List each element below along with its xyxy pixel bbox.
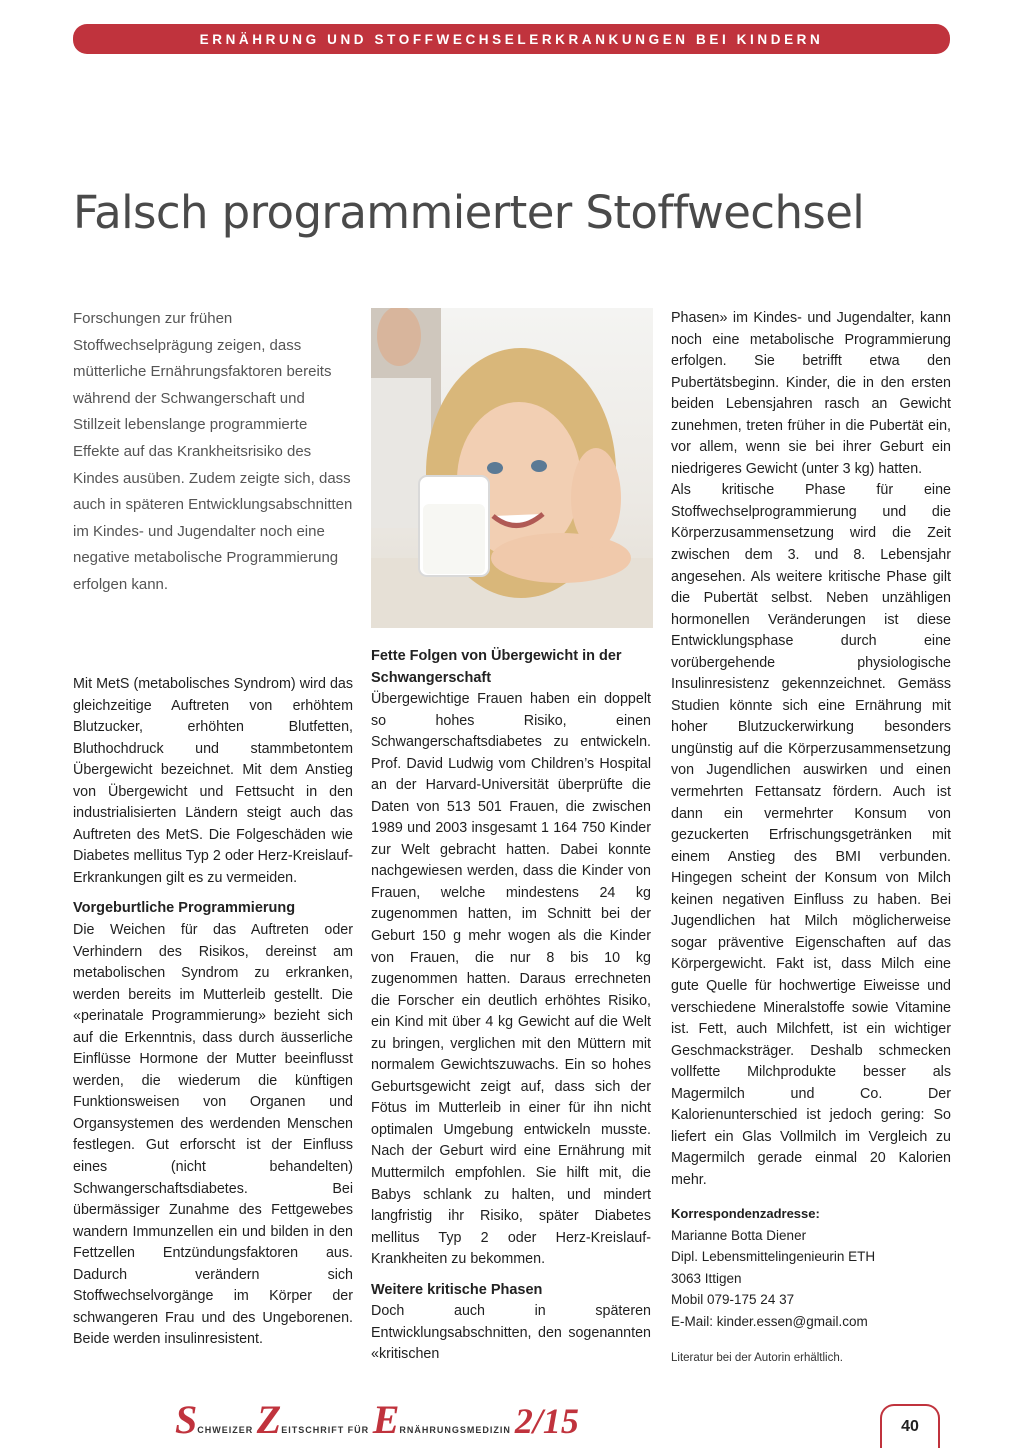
- column-3: [671, 308, 951, 1370]
- article-lead: Forschungen zur frühen Stoffwechselprägung zeigen, dass mütterliche Ernährungsfaktoren bereits während der Schwangerschaft und Stillzeit lebenslange programmierte Effekte auf das Krankheitsrisiko des Kindes ausüben. Zudem zeigte sich, dass auch in späteren Entwicklungsabschnitten im Kindes- und Jugendalter noch eine negative metabolische Programmierung erfolgen kann.: [73, 310, 353, 593]
- footer-word-2: EITSCHRIFT FÜR: [281, 1425, 373, 1435]
- paragraph: Mit MetS (metabolisches Syndrom) wird das gleichzeitige Auftreten von erhöhtem Blutzucker, erhöhten Blutfetten, Bluthochdruck und stammbetontem Übergewicht bezeichnet. Mit dem Anstieg von Übergewicht und Fettsucht in den industrialisierten Ländern steigt auch das Auftreten des MetS. Die Folgeschäden wie Diabetes mellitus Typ 2 oder Herz-Kreislauf-Erkrankungen gilt es zu vermeiden.: [73, 676, 353, 886]
- correspondence-block: [671, 1203, 951, 1332]
- paragraph: Übergewichtige Frauen haben ein doppelt so hohes Risiko, einen Schwangerschaftsdiabetes zu entwickeln. Prof. David Ludwig vom Children’s Hospital an der Harvard-Universität überprüfte die Daten von 513 501 Frauen, die zwischen 1989 und 2003 insgesamt 1 164 750 Kinder zur Welt gebracht hatten. Dabei konnte nachgewiesen werden, dass die Kinder von Frauen, welche mindestens 24 kg zugenommen hatten, im Schnitt bei der Geburt 150 g mehr wogen als die Kinder von Frauen, die nur 8 bis 10 kg zugenommen hatten. Daraus errechneten die Forscher ein deutlich erhöhtes Risiko, ein Kind mit über 4 kg Gewicht auf die Welt zu bringen, verglichen mit den Müttern mit normalem Gewichtszuwachs. Ein so hohes Geburtsgewicht zeigt auf, dass sich der Fötus im Mutterleib in einer für ihn nicht optimalen Umgebung entwickeln musste. Nach der Geburt wird eine Ernährung mit Muttermilch empfohlen. Sie hilft mit, die Babys schlank zu halten, und mindert langfristig ihr Risiko, später Diabetes mellitus Typ 2 oder Herz-Kreislauf-Krankheiten zu bekommen.: [371, 691, 651, 1268]
- footer-initial-s: S: [175, 1397, 198, 1442]
- footer-initial-e: E: [372, 1397, 400, 1442]
- girl-with-milk-illustration: [371, 308, 653, 628]
- correspondence-label: Korrespondenzadresse:: [671, 1206, 820, 1222]
- paragraph: Doch auch in späteren Entwicklungsabschnitten, den sogenannten «kritischen: [371, 1303, 651, 1363]
- journal-footer: [175, 1396, 579, 1440]
- article-title: Falsch programmierter Stoffwechsel: [73, 186, 865, 239]
- article-photo: [371, 308, 653, 628]
- footer-word-3: RNÄHRUNGSMEDIZIN: [399, 1425, 511, 1435]
- subheading: Fette Folgen von Übergewicht in der Schwangerschaft: [371, 648, 622, 686]
- column-2: [371, 646, 651, 1366]
- paragraph: Die Weichen für das Auftreten oder Verhindern des Risikos, dereinst am metabolischen Syndrom zu erkranken, werden bereits im Mutterleib gestellt. Die «perinatale Programmierung» bezieht sich auf die Erkenntnis, dass durch äusserliche Einflüsse Hormone der Mutter beeinflusst werden, die wiederum die künftigen Funktionsweisen von Organen und Organsystemen des werdenden Menschen festlegen. Gut erforscht ist der Einfluss eines (nicht behandelten) Schwangerschaftsdiabetes. Bei übermässiger Zunahme des Fettgewebes wandern Immunzellen ein und bilden in den Fettzellen Entzündungsfaktoren aus. Dadurch verändern sich Stoffwechselvorgänge im Körper der schwangeren Frau und des Ungeborenen. Beide werden insulinresistent.: [73, 921, 353, 1348]
- subheading: Weitere kritische Phasen: [371, 1281, 543, 1298]
- literature-note: Literatur bei der Autorin erhältlich.: [671, 1352, 843, 1365]
- section-banner: ERNÄHRUNG UND STOFFWECHSELERKRANKUNGEN BEI KINDERN: [73, 24, 950, 54]
- paragraph: Als kritische Phase für eine Stoffwechselprogrammierung und die Körperzusammensetzung wird die Zeit zwischen dem 3. und 8. Lebensjahr angesehen. Als weitere kritische Phase gilt die Pubertät selbst. Neben unzähligen hormonellen Veränderungen ist diese Entwicklungsphase durch eine vorübergehende physiologische Insulinresistenz gekennzeichnet. Gemäss Studien könnte sich eine Ernährung mit hoher Blutzuckerwirkung besonders ungünstig auf die Körperzusammensetzung von Jugendlichen auswirken und einen vermehrten Fettansatz fördern. Auch ist dann ein vermehrter Konsum von gezuckerten Erfrischungsgetränken mit einem Anstieg des BMI verbunden. Hingegen scheint der Konsum von Milch keinen negativen Einfluss zu haben. Bei Jugendlichen hat Milch möglicherweise sogar präventive Eigenschaften auf das Körpergewicht. Fakt ist, dass Milch eine gute Quelle für hochwertige Eiweisse und verschiedene Mineralstoffe sowie Vitamine ist. Fett, auch Milchfett, ist ein wichtiger Geschmacksträger. Deshalb schmecken vollfette Milchprodukte besser als Magermilch und Co. Der Kalorienunterschied ist jedoch gering: So liefert ein Glas Vollmilch im Vergleich zu Magermilch gerade einmal 20 Kalorien mehr.: [671, 482, 951, 1188]
- column-1: [73, 674, 353, 1351]
- footer-initial-z: Z: [256, 1397, 282, 1442]
- author-name: Marianne Botta Diener: [671, 1227, 807, 1243]
- issue-number: 2/15: [514, 1401, 579, 1441]
- author-city: 3063 Ittigen: [671, 1270, 742, 1286]
- page-number: 40: [880, 1404, 940, 1448]
- author-phone: Mobil 079-175 24 37: [671, 1292, 795, 1308]
- footer-word-1: CHWEIZER: [197, 1425, 257, 1435]
- subheading: Vorgeburtliche Programmierung: [73, 900, 296, 917]
- paragraph: Phasen» im Kindes- und Jugendalter, kann noch eine metabolische Programmierung erfolgen. Sie betrifft etwa den Pubertätsbeginn. Kinder, die in den ersten beiden Lebensjahren rasch an Gewicht zunehmen, treten früher in die Pubertät ein, vor allem, wenn sie bei ihrer Geburt ein niedrigeres Gewicht (unter 3 kg) hatten.: [671, 310, 951, 477]
- author-title: Dipl. Lebensmittelingenieurin ETH: [671, 1249, 876, 1265]
- author-email[interactable]: E-Mail: kinder.essen@gmail.com: [671, 1313, 868, 1329]
